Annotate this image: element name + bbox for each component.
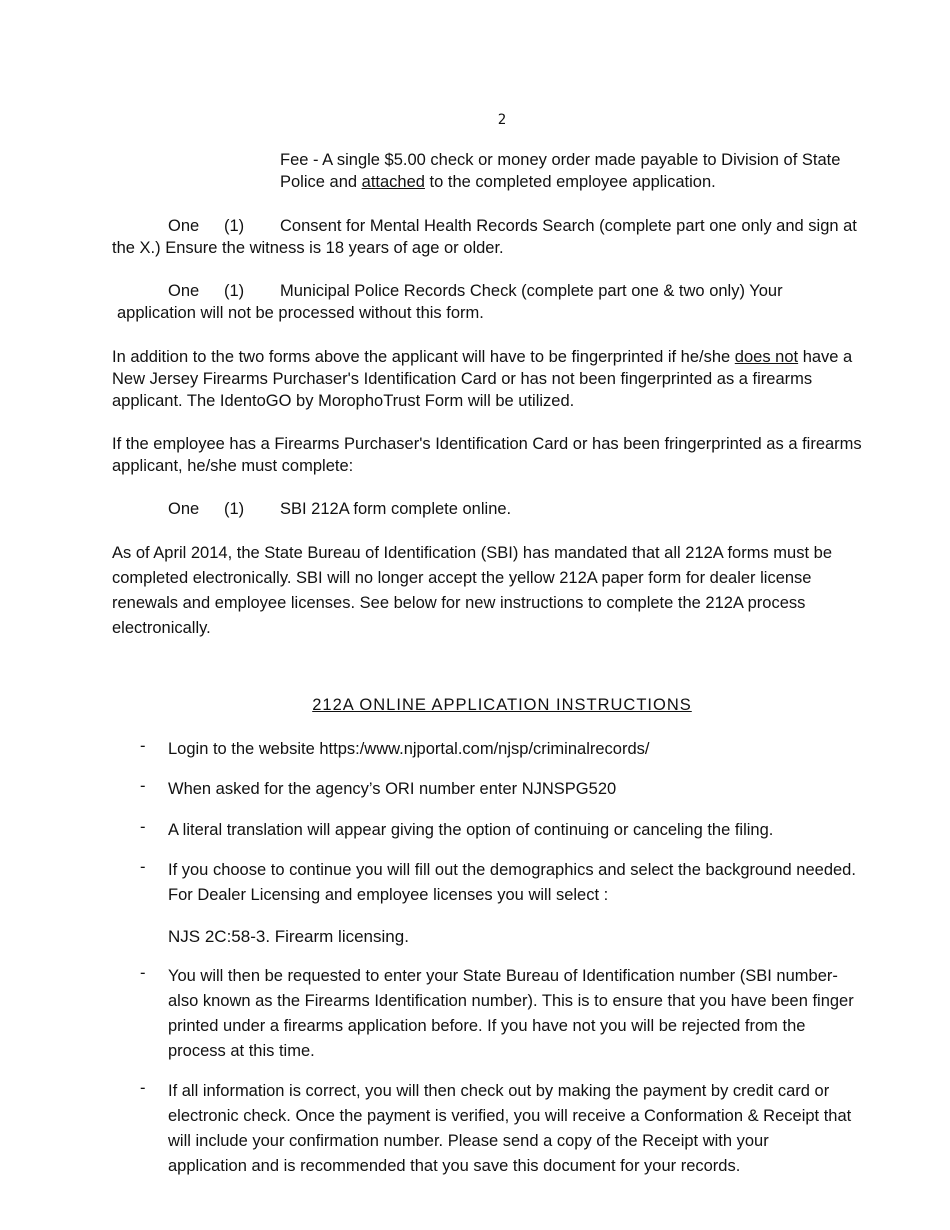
april-line-3: renewals and employee licenses. See below for new instructions to complete the 212A process <box>112 594 806 612</box>
demographics-line-1: If you choose to continue you will fill out the demographics and select the background needed. <box>168 861 856 879</box>
demographics-line-2: For Dealer Licensing and employee licenses you will select : <box>168 886 609 904</box>
police-records-line-2: application will not be processed without this form. <box>117 304 484 322</box>
bullet-dash: - <box>140 964 146 982</box>
page-number: 2 <box>497 112 507 128</box>
sbi-number-line-1: You will then be requested to enter your State Bureau of Identification number (SBI number- <box>168 967 838 985</box>
employee-paragraph <box>112 433 862 477</box>
bullet-dash: - <box>140 737 146 755</box>
fingerprint-line-2: New Jersey Firearms Purchaser's Identification Card or has not been fingerprinted as a firearms <box>112 370 813 388</box>
bullet-dash: - <box>140 858 146 876</box>
fee-line-2-end: to the completed employee application. <box>424 173 716 191</box>
item-number: (1) <box>224 217 245 235</box>
instruction-payment <box>168 1079 851 1179</box>
attached-underlined: attached <box>361 173 425 191</box>
bullet-dash: - <box>140 1079 146 1097</box>
instruction-ori-number: When asked for the agency’s ORI number enter NJNSPG520 <box>168 780 617 798</box>
mental-health-text-1: Consent for Mental Health Records Search (complete part one only and sign at <box>280 217 857 235</box>
fingerprint-line-3: applicant. The IdentoGO by MorophoTrust Form will be utilized. <box>112 392 575 410</box>
employee-line-2: applicant, he/she must complete: <box>112 457 354 475</box>
police-records-text-1: Municipal Police Records Check (complete part one & two only) Your <box>280 282 783 300</box>
instruction-sbi-number <box>168 964 854 1064</box>
payment-line-1: If all information is correct, you will then check out by making the payment by credit card or <box>168 1082 830 1100</box>
employee-line-1: If the employee has a Firearms Purchaser's Identification Card or has been fringerprinted as a firearms <box>112 435 862 453</box>
april-line-2: completed electronically. SBI will no longer accept the yellow 212A paper form for dealer license <box>112 569 812 587</box>
payment-line-4: application and is recommended that you save this document for your records. <box>168 1157 741 1175</box>
fingerprint-paragraph <box>112 346 852 412</box>
sbi-item-text: SBI 212A form complete online. <box>280 500 512 518</box>
payment-line-2: electronic check. Once the payment is verified, you will receive a Conformation & Receipt that <box>168 1107 852 1125</box>
instruction-login: Login to the website https:/www.njportal.com/njsp/criminalrecords/ <box>168 740 650 758</box>
statute-text: NJS 2C:58-3. Firearm licensing. <box>168 927 409 946</box>
fee-paragraph <box>280 149 840 193</box>
bullet-dash: - <box>140 777 146 795</box>
sbi-item <box>112 498 511 520</box>
item-count: One <box>168 217 200 235</box>
police-records-item <box>112 280 783 324</box>
fee-line-2 <box>280 171 840 193</box>
fee-line-2-start: Police and <box>280 173 362 191</box>
payment-line-3: will include your confirmation number. Please send a copy of the Receipt with your <box>168 1132 769 1150</box>
does-not-underlined: does not <box>734 348 799 366</box>
sbi-number-line-2: also known as the Firearms Identification number). This is to ensure that you have been finger <box>168 992 854 1010</box>
fingerprint-line-1-start: In addition to the two forms above the applicant will have to be fingerprinted if he/she <box>112 348 735 366</box>
sbi-number-line-4: process at this time. <box>168 1042 315 1060</box>
item-count: One <box>168 282 200 300</box>
april-line-1: As of April 2014, the State Bureau of Identification (SBI) has mandated that all 212A forms must be <box>112 544 832 562</box>
mental-health-item <box>112 215 857 259</box>
item-number: (1) <box>224 282 245 300</box>
instruction-literal-translation: A literal translation will appear giving the option of continuing or canceling the filing. <box>168 821 774 839</box>
item-count: One <box>168 500 200 518</box>
sbi-number-line-3: printed under a firearms application before. If you have not you will be rejected from the <box>168 1017 806 1035</box>
fingerprint-line-1-end: have a <box>798 348 853 366</box>
fingerprint-line-1 <box>112 346 852 368</box>
police-records-line-1 <box>112 280 783 302</box>
item-number: (1) <box>224 500 245 518</box>
april-2014-paragraph <box>112 541 832 641</box>
instructions-heading: 212A ONLINE APPLICATION INSTRUCTIONS <box>312 696 692 714</box>
bullet-dash: - <box>140 818 146 836</box>
fee-line-1: Fee - A single $5.00 check or money order made payable to Division of State <box>280 151 841 169</box>
instruction-demographics <box>168 858 856 908</box>
mental-health-line-1 <box>112 215 857 237</box>
april-line-4: electronically. <box>112 619 211 637</box>
mental-health-line-2: the X.) Ensure the witness is 18 years of age or older. <box>112 239 504 257</box>
